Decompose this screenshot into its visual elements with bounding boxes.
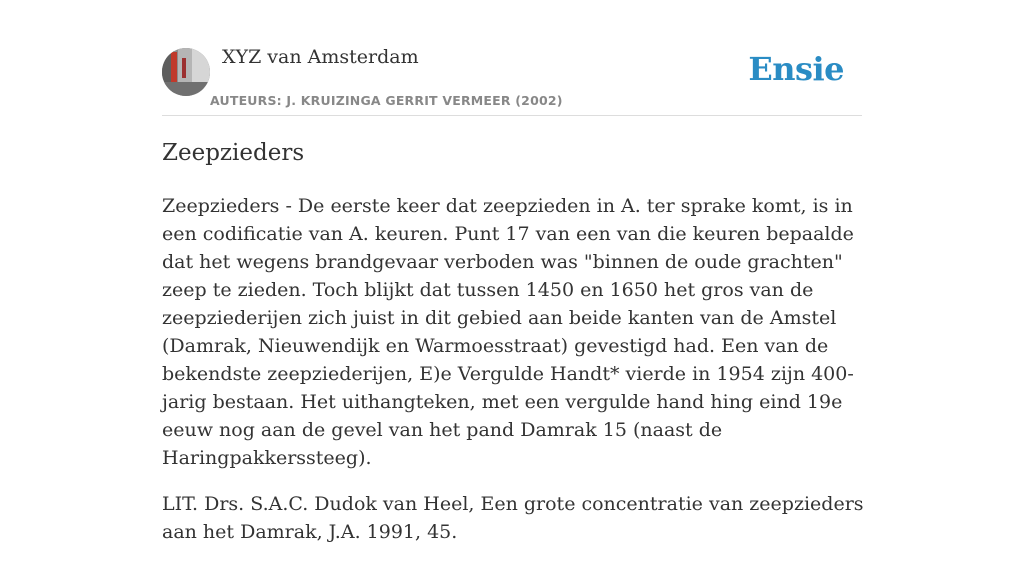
headword-title: Zeepzieders [162,140,305,166]
ensie-logo[interactable]: Ensie [748,50,844,88]
book-cover-avatar[interactable] [162,48,210,96]
article-body [162,192,866,564]
book-cover-image [162,48,210,96]
book-title[interactable]: XYZ van Amsterdam [222,46,419,68]
header [162,40,862,116]
literature-paragraph: LIT. Drs. S.A.C. Dudok van Heel, Een grote concentratie van zeepzieders aan het Damrak, J.A. 1991, 45. [162,493,864,543]
authors-line: AUTEURS: J. KRUIZINGA GERRIT VERMEER (2002) [210,93,563,108]
article-paragraph: Zeepzieders - De eerste keer dat zeepzieden in A. ter sprake komt, is in een codificatie van A. keuren. Punt 17 van een van die keuren bepaalde dat het wegens brandgevaar verboden was "binnen de oude grachten" zeep te zieden. Toch blijkt dat tussen 1450 en 1650 het gros van de zeepziederijen zich juist in dit gebied aan beide kanten van de Amstel (Damrak, Nieuwendijk en Warmoesstraat) gevestigd had. Een van de bekendste zeepziederijen, E)e Vergulde Handt* vierde in 1954 zijn 400-jarig bestaan. Het uithangteken, met een vergulde hand hing eind 19e eeuw nog aan de gevel van het pand Damrak 15 (naast de Haringpakkerssteeg). [162,195,854,469]
